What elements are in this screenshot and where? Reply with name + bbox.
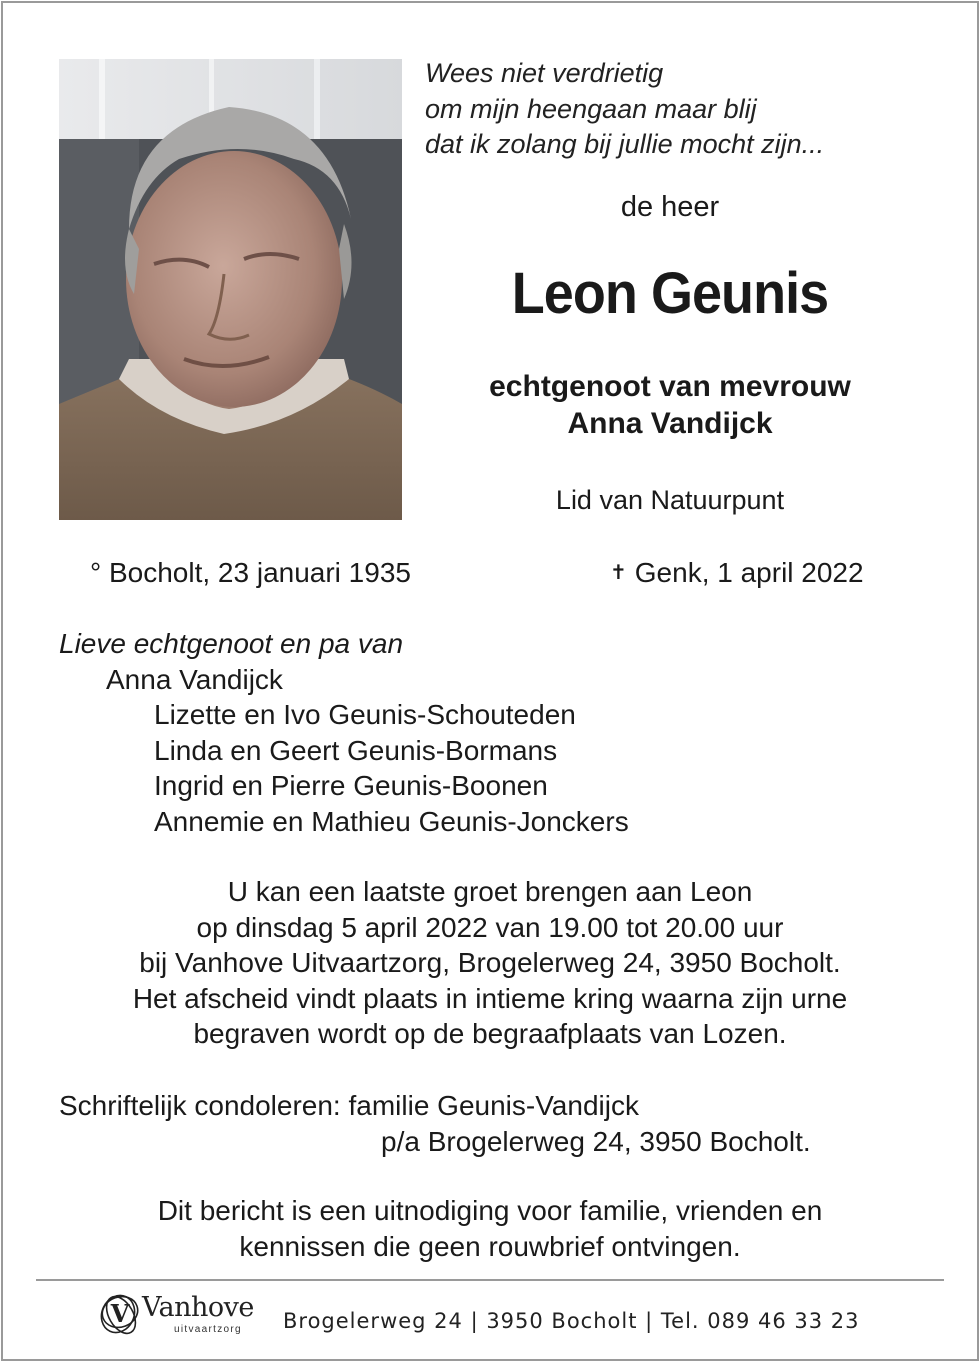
deceased-name: Leon Geunis [511, 261, 829, 326]
logo-mark-icon [96, 1290, 144, 1338]
family-intro: Lieve echtgenoot en pa van [59, 628, 404, 659]
list-item: Lizette en Ivo Geunis-Schouteden [154, 699, 576, 730]
note-line: Dit bericht is een uitnodiging voor familie, vrienden en [157, 1195, 823, 1226]
logo-letter: V [110, 1299, 130, 1328]
family-list [59, 626, 629, 839]
portrait-photo [59, 59, 402, 520]
logo-brand: Vanhove [142, 1292, 254, 1323]
visitation-line: begraven wordt op de begraafplaats van Lozen. [193, 1018, 787, 1049]
honorific: de heer [620, 191, 720, 223]
birth-date: ° Bocholt, 23 januari 1935 [90, 557, 411, 588]
family-spouse: Anna Vandijck [106, 663, 283, 695]
invitation-note [40, 1193, 940, 1264]
condolence-address [59, 1088, 811, 1159]
footer-contact: Brogelerweg 24 | 3950 Bocholt | Tel. 089 46 33 23 [283, 1309, 860, 1333]
death-date: Genk, 1 april 2022 [634, 557, 864, 588]
membership: Lid van Natuurpunt [555, 485, 785, 515]
poem [425, 56, 824, 163]
visitation-info [40, 874, 940, 1052]
vanhove-logo [96, 1290, 271, 1342]
visitation-line: U kan een laatste groet brengen aan Leon [227, 876, 753, 907]
footer-divider [36, 1279, 944, 1281]
cross-icon: ✝ [610, 562, 627, 584]
list-item: Linda en Geert Geunis-Bormans [154, 734, 558, 766]
spouse-intro: echtgenoot van mevrouw [489, 370, 851, 403]
condolence-line: Schriftelijk condoleren: familie Geunis-Vandijck [59, 1090, 639, 1121]
visitation-line: bij Vanhove Uitvaartzorg, Brogelerweg 24, 3950 Bocholt. [139, 947, 841, 978]
death-date-line [610, 557, 864, 589]
list-item: Annemie en Mathieu Geunis-Jonckers [154, 805, 629, 837]
logo-subtitle: uitvaartzorg [174, 1324, 242, 1335]
visitation-line: op dinsdag 5 april 2022 van 19.00 tot 20.00 uur [196, 911, 784, 943]
poem-line: Wees niet verdrietig [425, 58, 664, 88]
poem-line: om mijn heengaan maar blij [425, 93, 757, 124]
visitation-line: Het afscheid vindt plaats in intieme kring waarna zijn urne [132, 982, 848, 1014]
list-item: Ingrid en Pierre Geunis-Boonen [154, 770, 548, 801]
spouse-block [430, 368, 910, 442]
note-line: kennissen die geen rouwbrief ontvingen. [239, 1230, 741, 1262]
condolence-line: p/a Brogelerweg 24, 3950 Bocholt. [381, 1125, 811, 1157]
poem-line: dat ik zolang bij jullie mocht zijn... [425, 129, 825, 159]
spouse-name: Anna Vandijck [567, 407, 773, 440]
